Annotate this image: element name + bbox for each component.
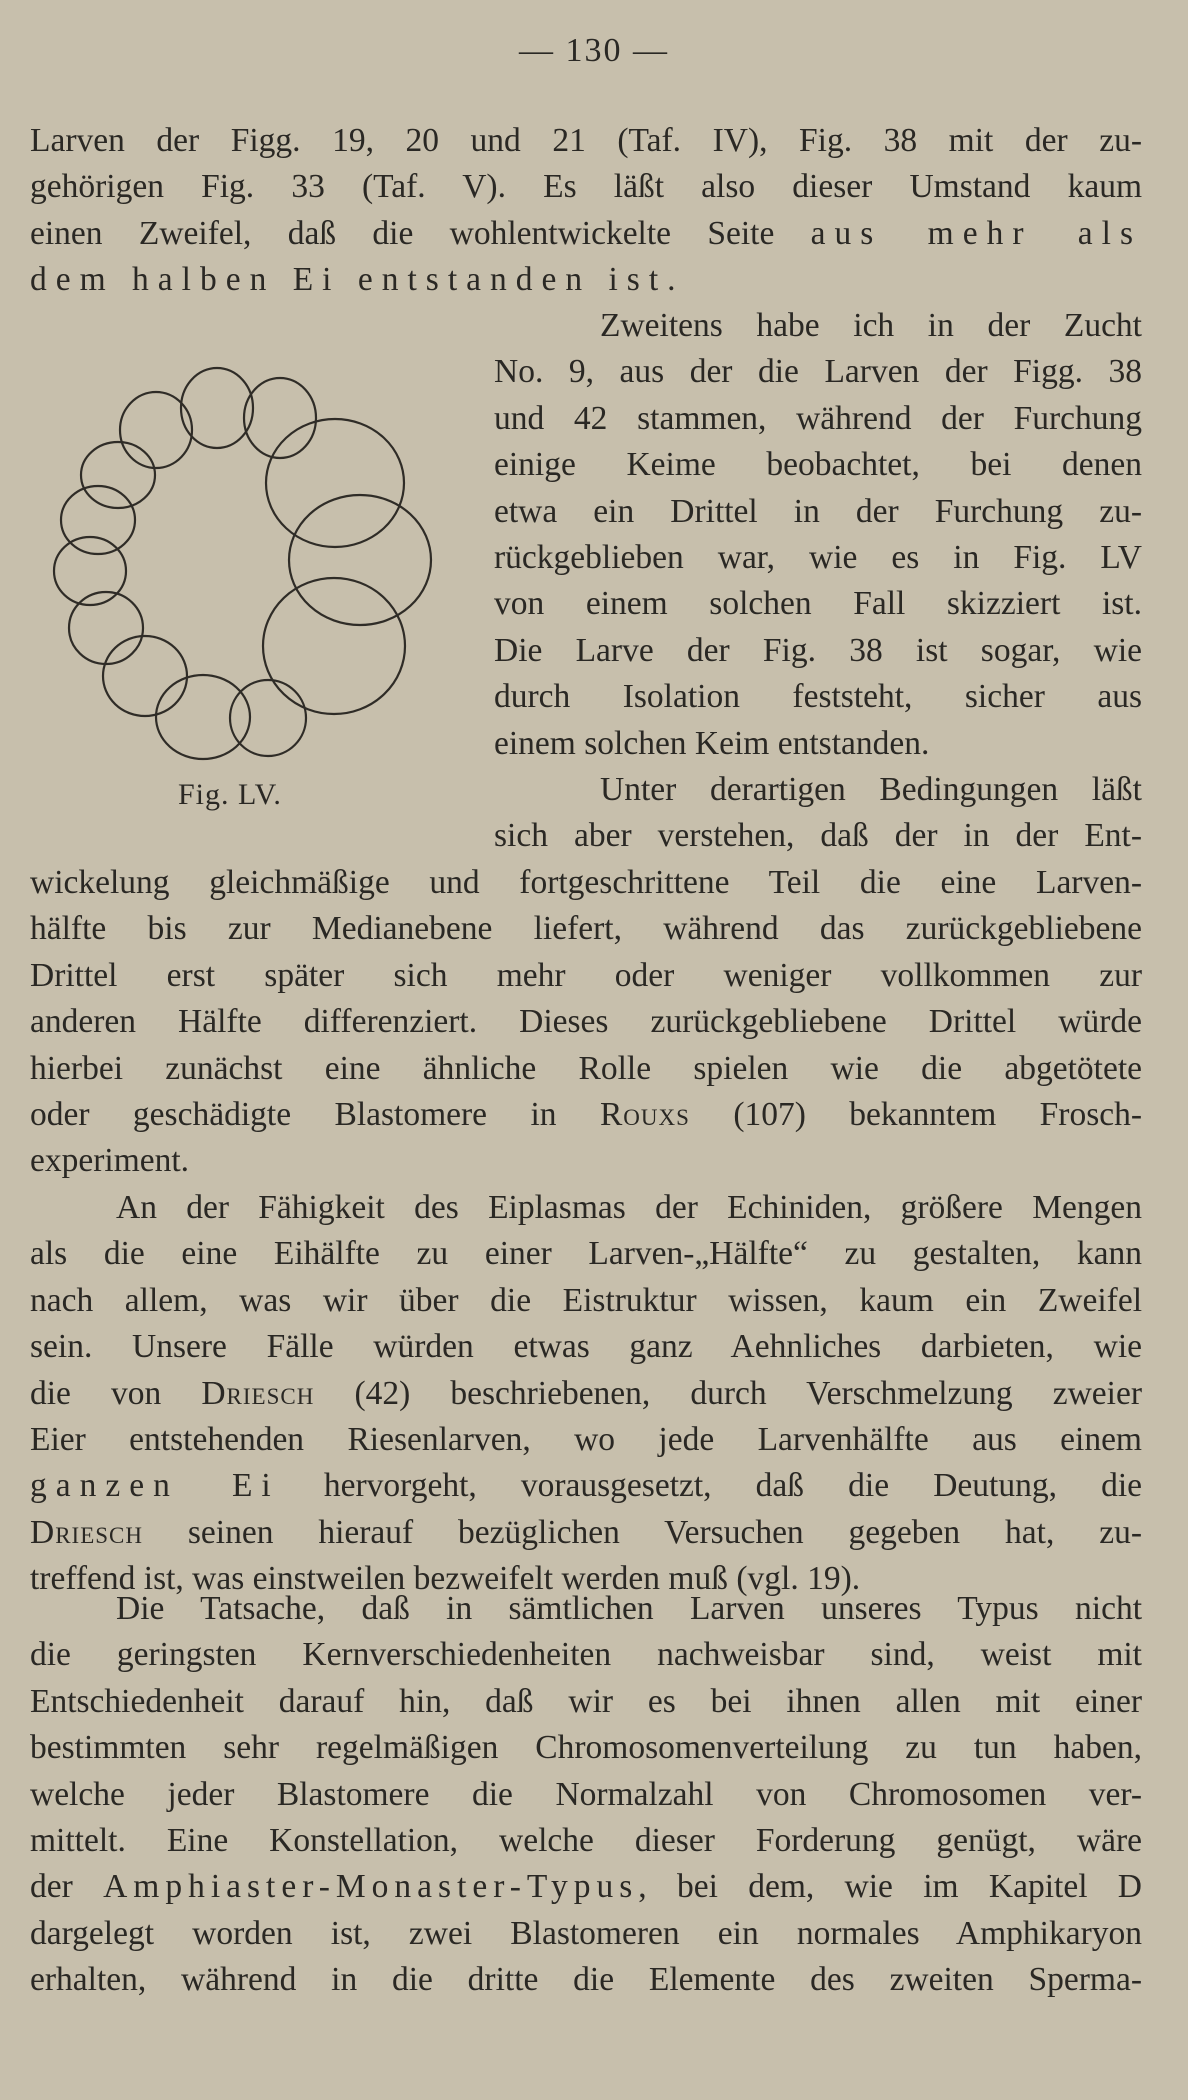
text-line: Drittel erst später sich mehr oder weniger vollkommen zur — [30, 956, 1142, 994]
text-line: dargelegt worden ist, zwei Blastomeren ein normales Amphikaryon — [30, 1914, 1142, 1952]
paragraph-4 — [30, 1185, 1142, 1603]
text-line: An der Fähigkeit des Eiplasmas der Echiniden, größere Mengen — [116, 1189, 1142, 1226]
paragraph-2 — [30, 303, 1142, 860]
text-line: der Amphiaster-Monaster-Typus, bei dem, wie im Kapitel D — [30, 1868, 1142, 1906]
text-line: von einem solchen Fall skizziert ist. — [494, 585, 1142, 623]
text-line: hälfte bis zur Medianebene liefert, während das zurückgebliebene — [30, 910, 1142, 948]
spaced-emphasis: aus mehr als — [810, 214, 1143, 252]
text-line: die von Driesch (42) beschriebenen, durch Verschmelzung zweier — [30, 1374, 1143, 1412]
text-line: die geringsten Kernverschiedenheiten nachweisbar sind, weist mit — [30, 1636, 1142, 1674]
author-name: Driesch — [30, 1513, 143, 1551]
text-line: erhalten, während in die dritte die Elemente des zweiten Sperma- — [30, 1961, 1142, 1999]
text-line: experiment. — [30, 1142, 190, 1180]
text-line — [30, 257, 1142, 303]
page-number: — 130 — — [519, 32, 669, 69]
text-line: treffend ist, was einstweilen bezweifelt werden muß (vgl. 19). — [30, 1560, 861, 1598]
spaced-emphasis: Amphiaster-Monaster-Typus — [103, 1868, 639, 1906]
paragraph-5 — [30, 1586, 1142, 2004]
text-line: gehörigen Fig. 33 (Taf. V). Es läßt also dieser Umstand kaum — [30, 168, 1142, 206]
text-line: hierbei zunächst eine ähnliche Rolle spielen wie die abgetötete — [30, 1049, 1142, 1087]
text-line: rückgeblieben war, wie es in Fig. LV — [494, 538, 1142, 576]
text-line: mittelt. Eine Konstellation, welche dieser Forderung genügt, wäre — [30, 1821, 1142, 1859]
text-line: als die eine Eihälfte zu einer Larven-„Hälfte“ zu gestalten, kann — [30, 1235, 1142, 1273]
paragraph-1 — [30, 118, 1142, 304]
text-line: durch Isolation feststeht, sicher aus — [494, 678, 1142, 716]
text-line: und 42 stammen, während der Furchung — [494, 399, 1142, 437]
author-name: Rouxs — [599, 1095, 690, 1133]
text-line: welche jeder Blastomere die Normalzahl von Chromosomen ver- — [30, 1775, 1142, 1813]
text-line: etwa ein Drittel in der Furchung zu- — [494, 492, 1142, 530]
author-name: Driesch — [201, 1374, 315, 1412]
text-line: No. 9, aus der die Larven der Figg. 38 — [494, 353, 1142, 391]
text-line: Die Tatsache, daß in sämtlichen Larven unseres Typus nicht — [116, 1590, 1142, 1627]
text-line: einen Zweifel, daß die wohlentwickelte Seite aus mehr als — [30, 214, 1143, 252]
paragraph-3 — [30, 860, 1142, 1185]
figure-caption: Fig. LV. — [178, 778, 282, 811]
text-line: anderen Hälfte differenziert. Dieses zurückgebliebene Drittel würde — [30, 1003, 1142, 1041]
spaced-emphasis: dem halben Ei entstanden ist. — [30, 261, 685, 299]
text-line: oder geschädigte Blastomere in Rouxs (107) bekanntem Frosch- — [30, 1095, 1143, 1133]
text-line: einem solchen Keim entstanden. — [494, 724, 930, 762]
text-line: einige Keime beobachtet, bei denen — [494, 446, 1142, 484]
text-line: Larven der Figg. 19, 20 und 21 (Taf. IV), Fig. 38 mit der zu- — [30, 122, 1142, 159]
text-line: Zweitens habe ich in der Zucht — [600, 307, 1142, 344]
text-line: Eier entstehenden Riesenlarven, wo jede Larvenhälfte aus einem — [30, 1420, 1142, 1458]
text-line: nach allem, was wir über die Eistruktur wissen, kaum ein Zweifel — [30, 1281, 1142, 1319]
text-line: wickelung gleichmäßige und fortgeschrittene Teil die eine Larven- — [30, 864, 1142, 901]
text-line: Unter derartigen Bedingungen läßt — [600, 770, 1142, 808]
text-line: Entschiedenheit darauf hin, daß wir es bei ihnen allen mit einer — [30, 1682, 1142, 1720]
text-line: Die Larve der Fig. 38 ist sogar, wie — [494, 631, 1142, 669]
text-line: Driesch seinen hierauf bezüglichen Versuchen gegeben hat, zu- — [30, 1513, 1142, 1551]
text-line: sein. Unsere Fälle würden etwas ganz Aehnliches darbieten, wie — [30, 1328, 1142, 1366]
text-line: ganzen Ei hervorgeht, vorausgesetzt, daß die Deutung, die — [30, 1467, 1142, 1505]
text-line: sich aber verstehen, daß der in der Ent- — [494, 817, 1142, 855]
spaced-emphasis: ganzen Ei — [30, 1467, 280, 1505]
text-line: bestimmten sehr regelmäßigen Chromosomenverteilung zu tun haben, — [30, 1729, 1142, 1767]
